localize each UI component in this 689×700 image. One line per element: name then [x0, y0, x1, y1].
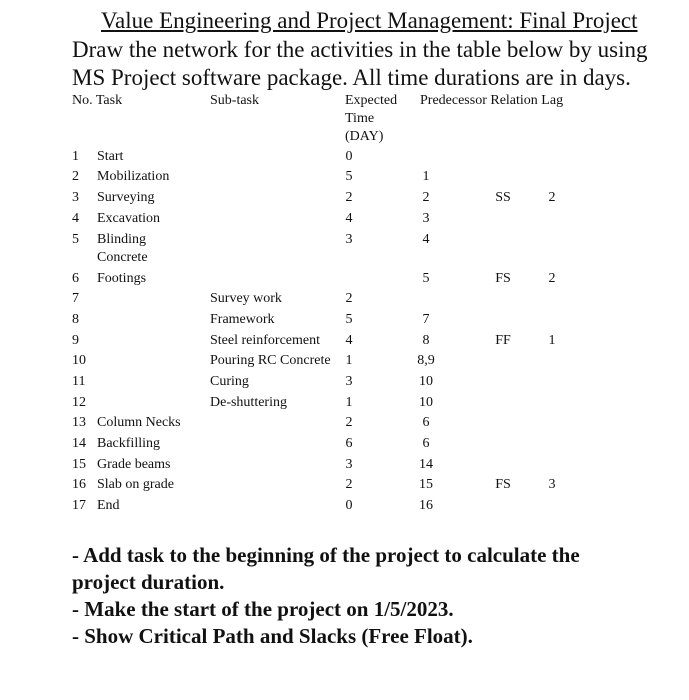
- expected-time: 5: [345, 312, 353, 327]
- expected-time: 4: [345, 211, 353, 226]
- relation: FS: [495, 271, 511, 286]
- task-name: Slab on grade: [97, 477, 174, 492]
- instruction-line-2: project duration.: [72, 570, 225, 594]
- subtask-name: Curing: [210, 374, 249, 389]
- predecessor: 8: [422, 333, 430, 348]
- header-no-task: No. Task: [72, 93, 123, 108]
- expected-time: 3: [345, 374, 353, 389]
- row-number: 13: [72, 415, 86, 430]
- header-expected-1: Expected: [345, 93, 398, 108]
- subtask-name: Pouring RC Concrete: [210, 353, 331, 368]
- expected-time: 6: [345, 436, 353, 451]
- predecessor: 5: [422, 271, 430, 286]
- intro-line-2: MS Project software package. All time durations are in days.: [72, 65, 631, 90]
- row-number: 7: [72, 291, 79, 306]
- header-expected-2: Time: [345, 111, 375, 126]
- predecessor: 6: [422, 436, 430, 451]
- row-number: 6: [72, 271, 79, 286]
- row-number: 5: [72, 232, 79, 247]
- lag: 1: [548, 333, 556, 348]
- row-number: 10: [72, 353, 86, 368]
- instruction-line-1: - Add task to the beginning of the project to calculate the: [72, 543, 580, 567]
- intro-text: [72, 36, 672, 92]
- row-number: 17: [72, 498, 86, 513]
- task-name: Mobilization: [97, 169, 170, 184]
- lag: 2: [548, 271, 556, 286]
- expected-time: 2: [345, 190, 353, 205]
- predecessor: 10: [419, 395, 433, 410]
- expected-time: 2: [345, 291, 353, 306]
- row-number: 16: [72, 477, 86, 492]
- predecessor: 7: [422, 312, 430, 327]
- predecessor: 8,9: [417, 353, 435, 368]
- expected-time: 3: [345, 232, 353, 247]
- row-number: 2: [72, 169, 79, 184]
- task-name: Excavation: [97, 211, 160, 226]
- predecessor: 6: [422, 415, 430, 430]
- header-pred-rel-lag: Predecessor Relation Lag: [420, 93, 564, 108]
- row-number: 15: [72, 457, 86, 472]
- task-name: Grade beams: [97, 457, 171, 472]
- predecessor: 2: [422, 190, 430, 205]
- predecessor: 16: [419, 498, 433, 513]
- expected-time: 4: [345, 333, 353, 348]
- row-number: 14: [72, 436, 86, 451]
- expected-time: 2: [345, 415, 353, 430]
- row-number: 3: [72, 190, 79, 205]
- instructions: [72, 542, 672, 650]
- row-number: 12: [72, 395, 86, 410]
- expected-time: 1: [345, 395, 353, 410]
- lag: 3: [548, 477, 556, 492]
- row-number: 4: [72, 211, 79, 226]
- document-title: Value Engineering and Project Management: Final Project: [101, 8, 638, 33]
- row-number: 8: [72, 312, 79, 327]
- task-name: Backfilling: [97, 436, 160, 451]
- subtask-name: Steel reinforcement: [210, 333, 321, 348]
- expected-time: 2: [345, 477, 353, 492]
- header-expected-3: (DAY): [345, 129, 384, 144]
- row-number: 1: [72, 149, 79, 164]
- expected-time: 0: [345, 498, 353, 513]
- row-number: 11: [72, 374, 86, 389]
- task-name-continued: Concrete: [97, 250, 148, 265]
- row-number: 9: [72, 333, 79, 348]
- expected-time: 3: [345, 457, 353, 472]
- expected-time: 5: [345, 169, 353, 184]
- subtask-name: Framework: [210, 312, 275, 327]
- relation: FS: [495, 477, 511, 492]
- predecessor: 1: [422, 169, 430, 184]
- relation: FF: [495, 333, 511, 348]
- task-name: End: [97, 498, 120, 513]
- subtask-name: De-shuttering: [210, 395, 287, 410]
- task-name: Start: [97, 149, 124, 164]
- expected-time: 1: [345, 353, 353, 368]
- header-subtask: Sub-task: [210, 93, 259, 108]
- predecessor: 4: [422, 232, 430, 247]
- task-name: Blinding: [97, 232, 147, 247]
- predecessor: 10: [419, 374, 433, 389]
- task-name: Surveying: [97, 190, 155, 205]
- predecessor: 14: [419, 457, 433, 472]
- task-name: Column Necks: [97, 415, 181, 430]
- predecessor: 15: [419, 477, 433, 492]
- instruction-line-4: - Show Critical Path and Slacks (Free Float).: [72, 624, 473, 648]
- instruction-line-3: - Make the start of the project on 1/5/2023.: [72, 597, 454, 621]
- intro-line-1: Draw the network for the activities in the table below by using: [72, 37, 648, 62]
- predecessor: 3: [422, 211, 430, 226]
- subtask-name: Survey work: [210, 291, 282, 306]
- expected-time: 0: [345, 149, 353, 164]
- relation: SS: [495, 190, 511, 205]
- lag: 2: [548, 190, 556, 205]
- task-name: Footings: [97, 271, 147, 286]
